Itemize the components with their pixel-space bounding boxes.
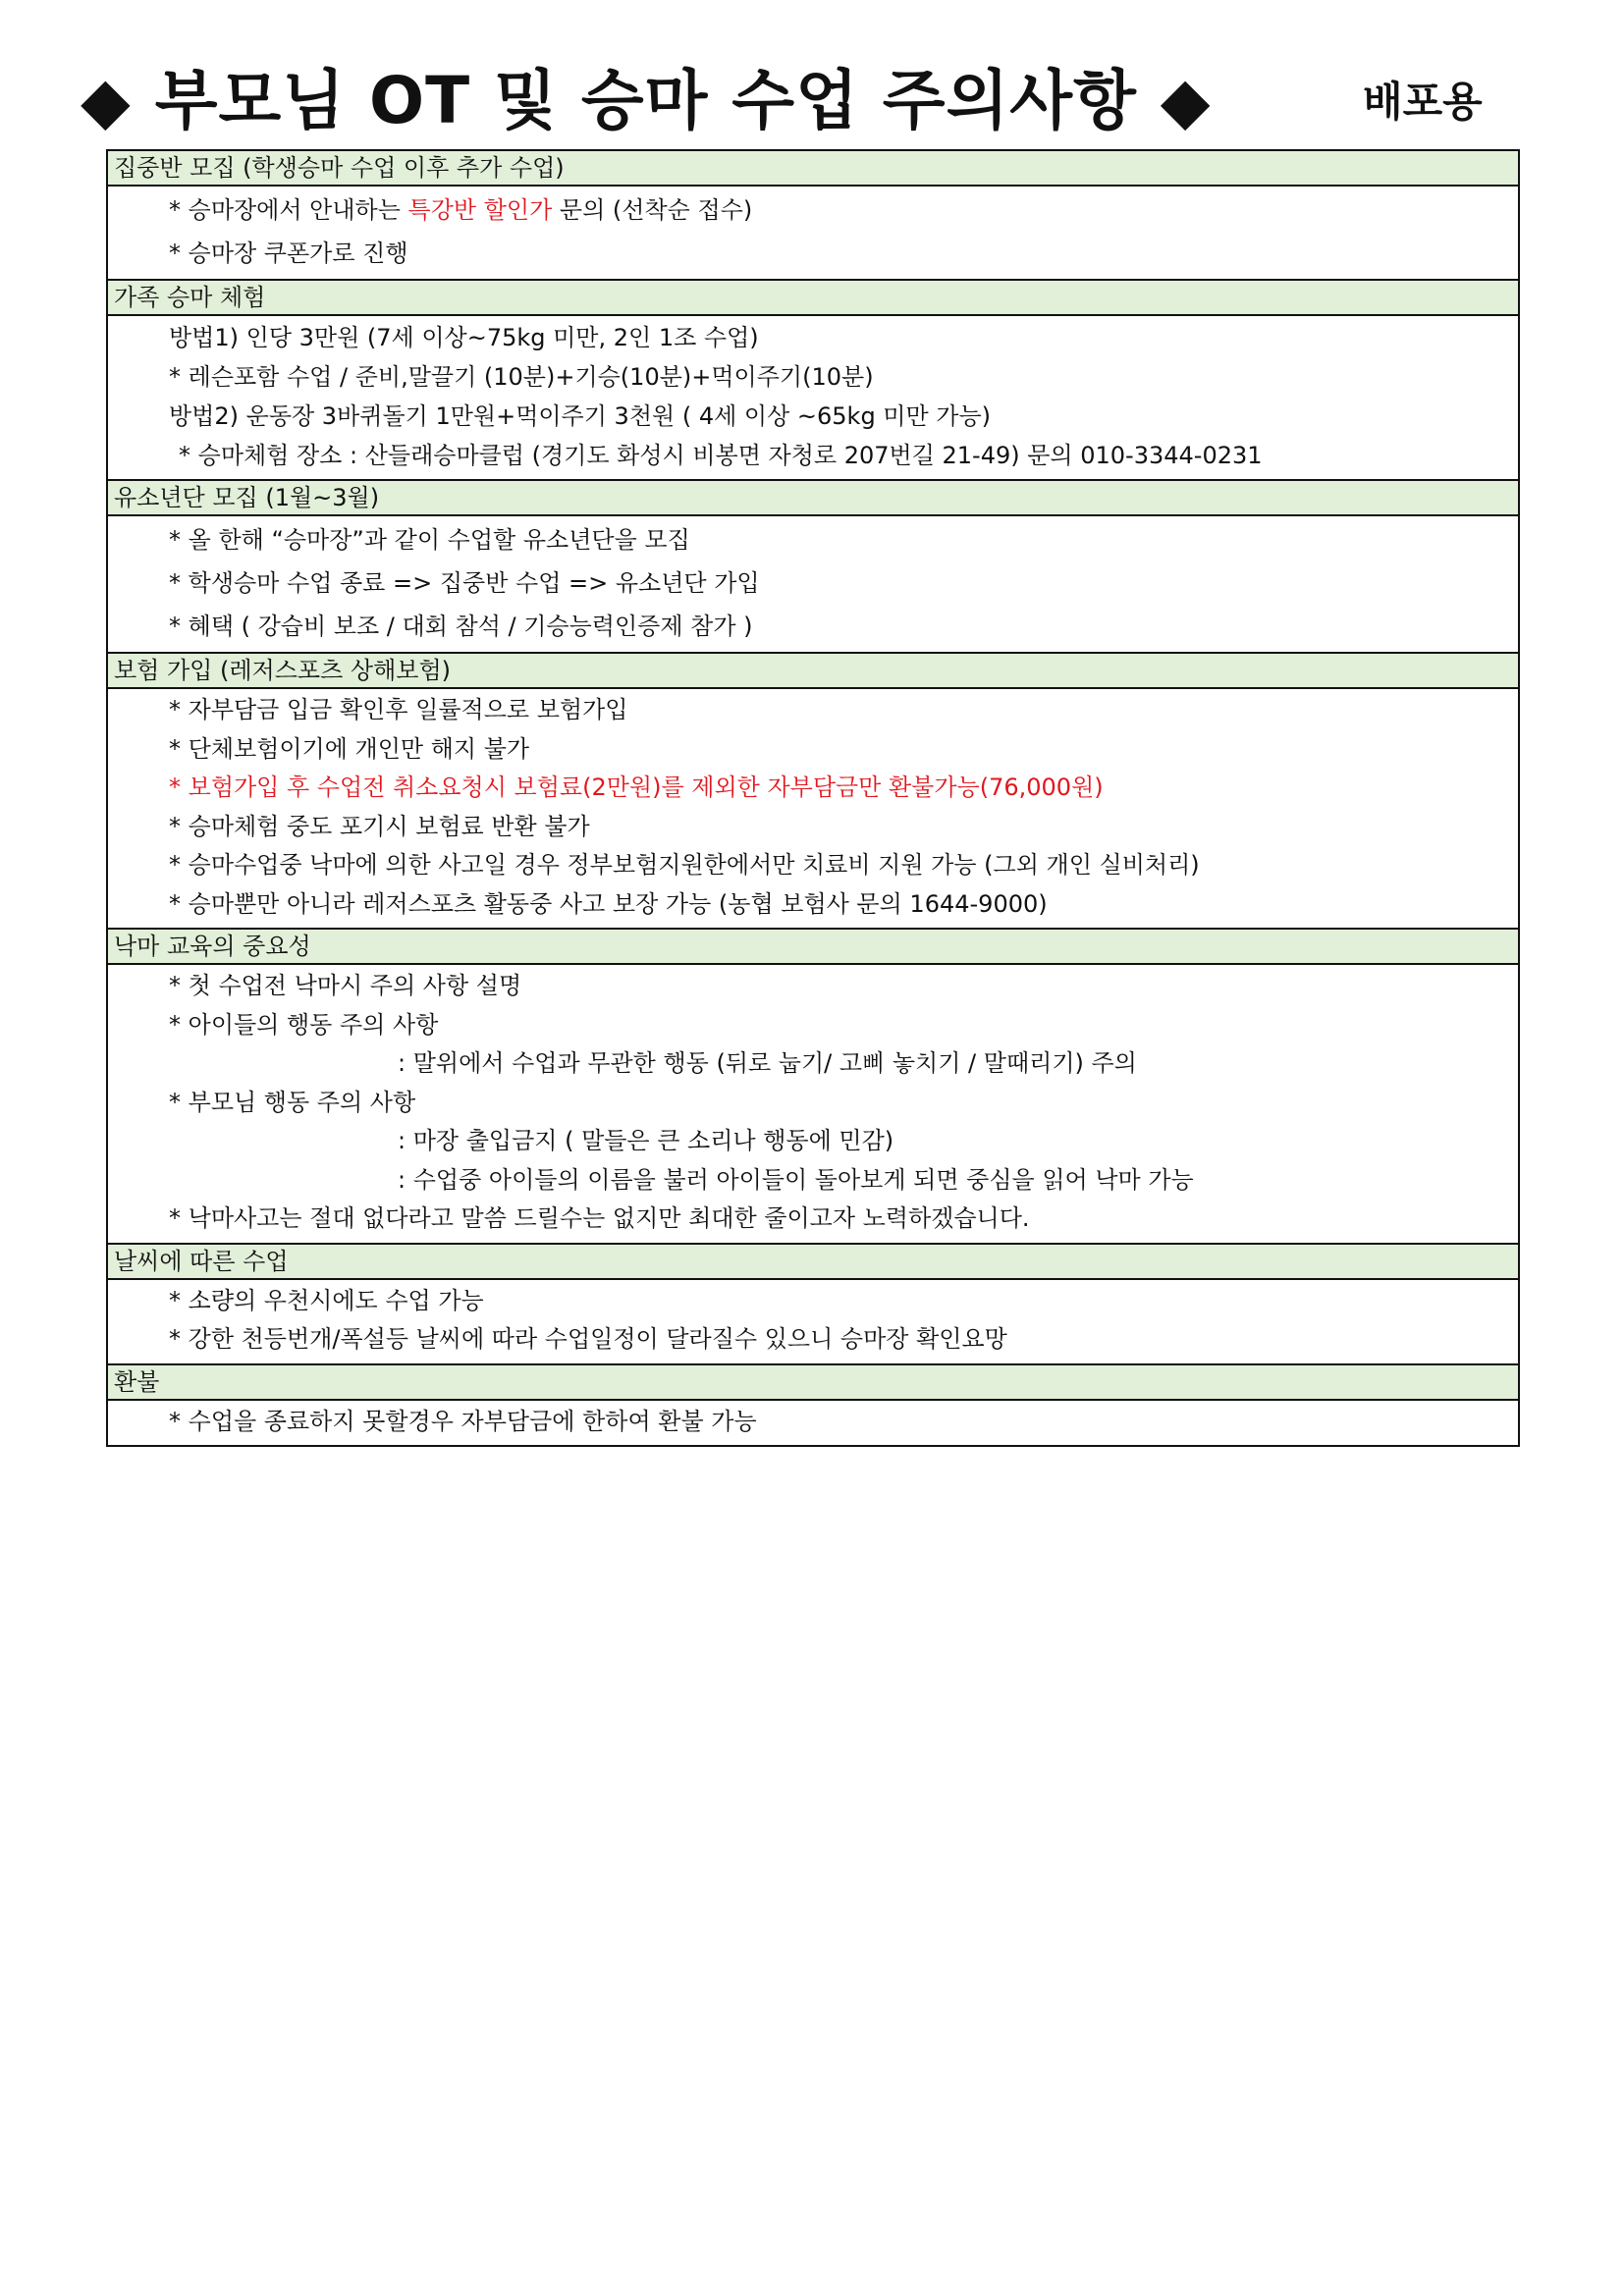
list-item: * 강한 천등번개/폭설등 날씨에 따라 수업일정이 달라질수 있으니 승마장 확인요망 bbox=[169, 1325, 1007, 1353]
list-item: * 승마수업중 낙마에 의한 사고일 경우 정부보험지원한에서만 치료비 지원 가능 (그외 개인 실비처리) bbox=[169, 851, 1200, 879]
highlighted-text: 특강반 할인가 bbox=[407, 196, 553, 224]
list-item: * 수업을 종료하지 못할경우 자부담금에 한하여 환불 가능 bbox=[169, 1407, 757, 1435]
list-item: * 혜택 ( 강습비 보조 / 대회 참석 / 기승능력인증제 참가 ) bbox=[169, 613, 753, 640]
page-title: ◆ 부모님 OT 및 승마 수업 주의사항 ◆ bbox=[81, 63, 1212, 138]
list-item: * 레슨포함 수업 / 준비,말끌기 (10분)+기승(10분)+먹이주기(10분) bbox=[169, 363, 874, 391]
list-item: * 단체보험이기에 개인만 해지 불가 bbox=[169, 734, 530, 763]
list-item: 방법1) 인당 3만원 (7세 이상~75kg 미만, 2인 1조 수업) bbox=[169, 324, 759, 351]
section-body-youth-team bbox=[108, 516, 1518, 652]
section-heading-intensive-class: 집중반 모집 (학생승마 수업 이후 추가 수업) bbox=[108, 149, 1518, 187]
section-heading-family-riding: 가족 승마 체험 bbox=[108, 279, 1518, 316]
list-item-text: 문의 (선착순 접수) bbox=[552, 196, 753, 224]
section-body-refund bbox=[108, 1401, 1518, 1448]
section-heading-insurance: 보험 가입 (레저스포츠 상해보험) bbox=[108, 652, 1518, 689]
distribution-badge: 배포용 bbox=[1363, 78, 1483, 126]
list-item: * 승마체험 장소 : 산들래승마클럽 (경기도 화성시 비봉면 자청로 207번길 21-49) 문의 010-3344-0231 bbox=[179, 442, 1263, 469]
list-item: * 아이들의 행동 주의 사항 bbox=[169, 1010, 439, 1039]
section-body-insurance bbox=[108, 689, 1518, 928]
list-item: * 소량의 우천시에도 수업 가능 bbox=[169, 1286, 484, 1314]
section-body-weather bbox=[108, 1280, 1518, 1363]
list-item: * 승마뿐만 아니라 레저스포츠 활동중 사고 보장 가능 (농협 보험사 문의 1644-9000) bbox=[169, 889, 1048, 918]
list-item-detail: : 수업중 아이들의 이름을 불러 아이들이 돌아보게 되면 중심을 읽어 낙마 가능 bbox=[398, 1165, 1194, 1194]
list-item: * 올 한해 “승마장”과 같이 수업할 유소년단을 모집 bbox=[169, 526, 690, 554]
list-item: * 승마장 쿠폰가로 진행 bbox=[169, 240, 408, 267]
list-item-warning: * 보험가입 후 수업전 취소요청시 보험료(2만원)를 제외한 자부담금만 환불가능(76,000원) bbox=[169, 774, 1104, 801]
list-item: * 승마체험 중도 포기시 보험료 반환 불가 bbox=[169, 812, 590, 840]
section-body-fall-education bbox=[108, 965, 1518, 1243]
list-item: * 낙마사고는 절대 없다라고 말씀 드릴수는 없지만 최대한 줄이고자 노력하겠습니다. bbox=[169, 1204, 1030, 1232]
list-item: * 첫 수업전 낙마시 주의 사항 설명 bbox=[169, 972, 522, 999]
list-item-detail: : 마장 출입금지 ( 말들은 큰 소리나 행동에 민감) bbox=[398, 1127, 894, 1154]
list-item: * 부모님 행동 주의 사항 bbox=[169, 1088, 416, 1116]
section-body-intensive-class bbox=[108, 187, 1518, 279]
notice-table bbox=[106, 149, 1520, 1447]
section-heading-refund: 환불 bbox=[108, 1363, 1518, 1401]
section-heading-weather: 날씨에 따른 수업 bbox=[108, 1243, 1518, 1280]
list-item-text: * 승마장에서 안내하는 bbox=[169, 196, 408, 224]
section-heading-fall-education: 낙마 교육의 중요성 bbox=[108, 928, 1518, 965]
list-item: * 자부담금 입금 확인후 일률적으로 보험가입 bbox=[169, 696, 628, 723]
list-item: * 학생승마 수업 종료 => 집중반 수업 => 유소년단 가입 bbox=[169, 569, 760, 597]
list-item bbox=[108, 188, 1518, 232]
section-heading-youth-team: 유소년단 모집 (1월~3월) bbox=[108, 479, 1518, 516]
list-item-detail: : 말위에서 수업과 무관한 행동 (뒤로 눕기/ 고삐 놓치기 / 말때리기) 주의 bbox=[398, 1049, 1137, 1077]
section-body-family-riding bbox=[108, 316, 1518, 479]
list-item: 방법2) 운동장 3바퀴돌기 1만원+먹이주기 3천원 ( 4세 이상 ~65kg 미만 가능) bbox=[169, 402, 992, 430]
